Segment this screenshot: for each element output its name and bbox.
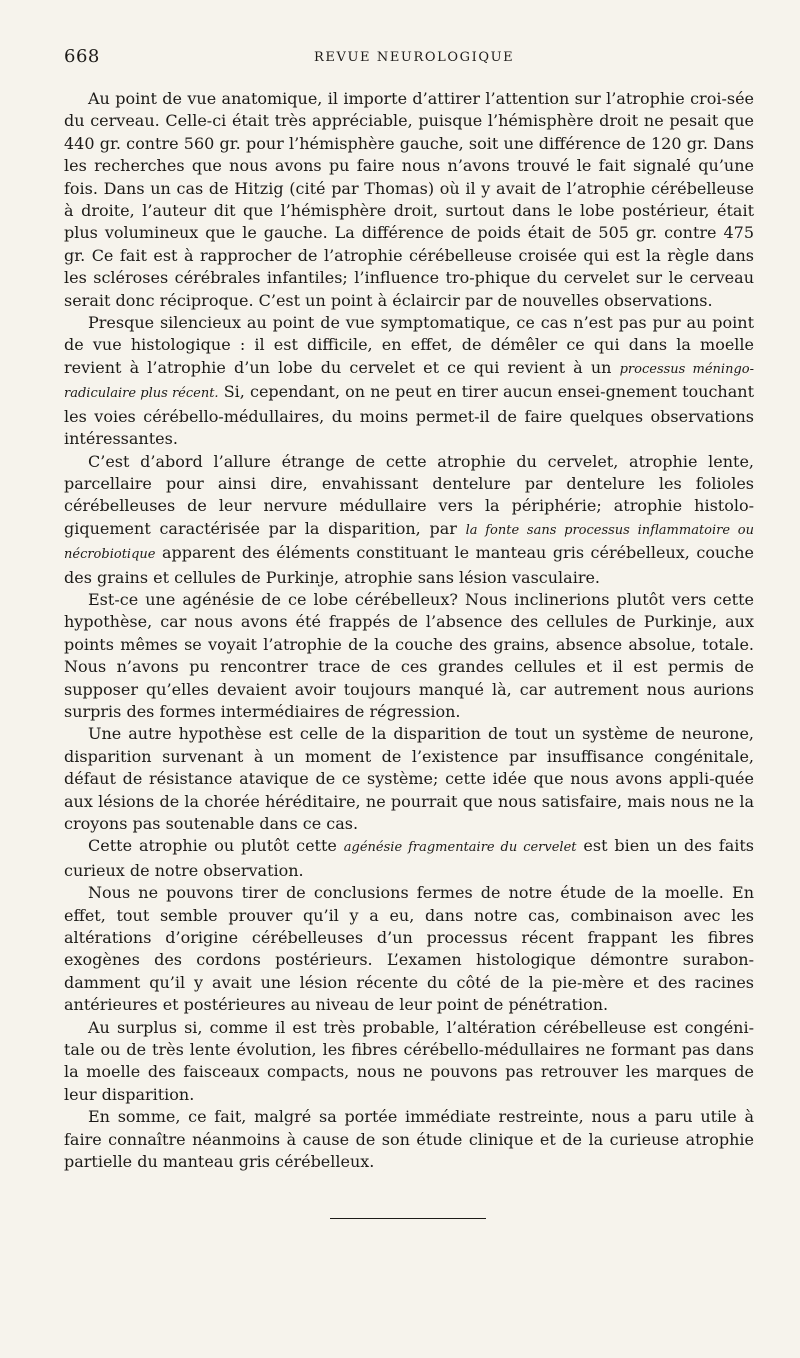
- paragraph-text: Au point de vue anatomique, il importe d’attirer l’attention sur l’atrophie croi-sée du cerveau. Celle-ci était très appréciable, puisque l’hémisphère droit ne pesait que 440 gr. contre 560 gr. pour l’hémisphère gauche, soit une différence de 120 gr. Dans les recherches que nous avons pu faire nous n’avons trouvé le fait signalé qu’une fois. Dans un cas de Hitzig (cité par Thomas) où il y avait de l’atrophie cérébelleuse à droite, l’auteur dit que l’hémisphère droit, surtout dans le lobe postérieur, était plus volumineux que le gauche. La différence de poids était de 505 gr. contre 475 gr. Ce fait est à rapprocher de l’atrophie cérébelleuse croisée qui est la règle dans les scléroses cérébrales infantiles; l’influence tro-phique du cervelet sur le cerveau serait donc réciproque. C’est un point à éclaircir par de nouvelles observations.: [64, 89, 754, 310]
- paragraph-text: C’est d’abord l’allure étrange de cette atrophie du cervelet, atrophie lente, parcellaire pour ainsi dire, envahissant dentelure par dentelure les folioles cérébelleuses de leur nervure médullaire vers la périphérie; atrophie histolo-giquement caractérisée par la disparition, par: [64, 451, 754, 538]
- paragraph-text: Une autre hypothèse est celle de la disparition de tout un système de neurone, disparition survenant à un moment de l’existence par insuffisance congénitale, défaut de résistance atavique de ce système; cette idée que nous avons appli-quée aux lésions de la chorée héréditaire, ne pourrait que nous satisfaire, mais nous ne la croyons pas soutenable dans ce cas.: [64, 724, 754, 833]
- running-title: REVUE NEUROLOGIQUE: [314, 50, 515, 65]
- paragraph-surplus: [64, 1017, 754, 1107]
- paragraph-text: Presque silencieux au point de vue symptomatique, ce cas n’est pas pur au point de vue histologique : il est difficile, en effet, de démêler ce qui dans la moelle revient à l’atrophie d’un lobe du cervelet et ce qui revient à un: [64, 313, 754, 377]
- end-rule: [330, 1218, 486, 1219]
- paragraph-atrophy-cerebellum: [64, 451, 754, 589]
- paragraph-hypothesis: [64, 723, 754, 835]
- paragraph-histology: [64, 312, 754, 450]
- paragraph-text: Nous ne pouvons tirer de conclusions fermes de notre étude de la moelle. En effet, tout semble prouver qu’il y a eu, dans notre cas, combinaison avec les altérations d’origine cérébelleuses d’un processus récent frappant les fibres exogènes des cordons postérieurs. L’examen histologique démontre surabon-damment qu’il y avait une lésion récente du côté de la pie-mère et des racines antérieures et postérieures au niveau de leur point de pénétration.: [64, 883, 754, 1015]
- paragraph-text: Au surplus si, comme il est très probable, l’altération cérébelleuse est congéni-tale ou de très lente évolution, les fibres cérébello-médullaires ne formant pas dans la moelle des faisceaux compacts, nous ne pouvons pas retrouver les marques de leur disparition.: [64, 1017, 754, 1104]
- paragraph-text: En somme, ce fait, malgré sa portée immédiate restreinte, nous a paru utile à faire connaître néanmoins à cause de son étude clinique et de la curieuse atrophie partielle du manteau gris cérébelleux.: [64, 1107, 754, 1172]
- paragraph-anatomy: [64, 88, 754, 312]
- italic-term: processus méningo-radiculaire plus récent.: [64, 361, 754, 402]
- paragraph-text: apparent des éléments constituant le manteau gris cérébelleux, couche des grains et cellules de Purkinje, atrophie sans lésion vasculaire.: [64, 543, 754, 587]
- paragraph-text: Est-ce une agénésie de ce lobe cérébelleux? Nous inclinerions plutôt vers cette hypothèse, car nous avons été frappés de l’absence des cellules de Purkinje, aux points mêmes se voyait l’atrophie de la couche des grains, absence absolue, totale. Nous n’avons pu rencontrer trace de ces grandes cellules et il est permis de supposer qu’elles devaient avoir toujours manqué là, car autrement nous aurions surpris des formes intermédiaires de régression.: [64, 589, 754, 721]
- paragraph-spinal-cord: [64, 882, 754, 1016]
- paragraph-agenesis: [64, 589, 754, 723]
- paragraph-fragmentary-agenesis: [64, 835, 754, 882]
- paragraph-text: Cette atrophie ou plutôt cette: [88, 836, 344, 856]
- italic-term: la fonte sans processus inflammatoire ou nécrobiotique: [64, 522, 754, 563]
- page-header: [64, 46, 754, 74]
- paragraph-text: est bien un des faits curieux de notre observation.: [64, 836, 755, 880]
- italic-term: agénésie fragmentaire du cervelet: [343, 840, 577, 856]
- paragraph-conclusion: [64, 1106, 754, 1173]
- paragraph-text: Si, cependant, on ne peut en tirer aucun ensei-gnement touchant les voies cérébello-médullaires, du moins permet-il de faire quelques observations intéressantes.: [64, 382, 754, 449]
- page-number: 668: [64, 46, 100, 67]
- article-body: [64, 88, 754, 1174]
